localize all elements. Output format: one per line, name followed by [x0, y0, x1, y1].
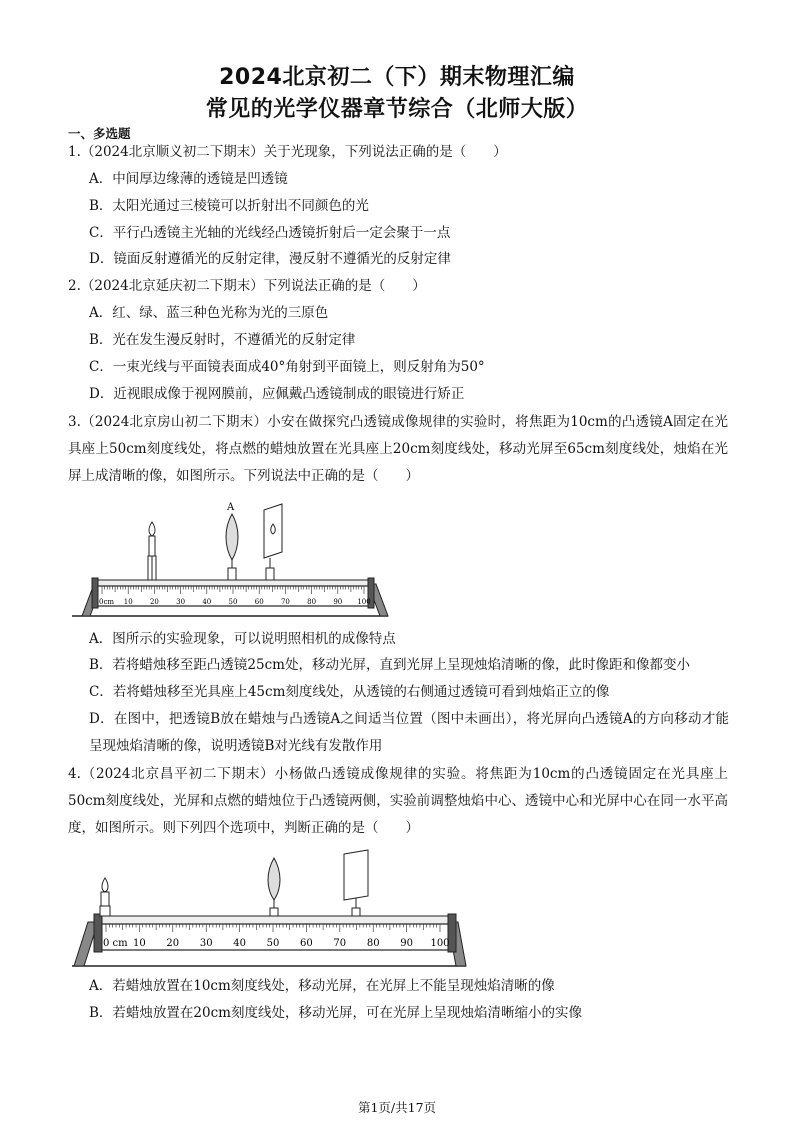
- scale-label: 40: [202, 598, 212, 606]
- lens-a-label: A: [227, 502, 235, 513]
- question-2-option-c: C．一束光线与平面镜表面成40°角射到平面镜上，则反射角为50°: [89, 359, 485, 375]
- optical-bench-figure-2: [68, 848, 468, 970]
- scale-label: 20: [149, 598, 159, 606]
- question-3-option-c: C．若将蜡烛移至光具座上45cm刻度线处，从透镜的右侧通过透镜可看到烛焰正立的像: [89, 684, 610, 700]
- scale-label: 100: [430, 938, 450, 949]
- candle: [148, 522, 156, 580]
- question-3-stem: 3.（2024北京房山初二下期末）小安在做探究凸透镜成像规律的实验时，将焦距为10cm的凸透镜A固定在光具座上50cm刻度线处，将点燃的蜡烛放置在光具座上20cm刻度线处，移动光屏至65cm刻度线处，烛焰在光屏上成清晰的像，如图所示。下列说法中正确的是（ ）: [68, 414, 728, 484]
- convex-lens-a: [226, 502, 238, 580]
- scale-label: 80: [366, 938, 380, 949]
- question-1-stem: 1.（2024北京顺义初二下期末）关于光现象，下列说法正确的是（ ）: [68, 144, 507, 160]
- scale-label: 30: [176, 598, 186, 606]
- question-1-option-b: B．太阳光通过三棱镜可以折射出不同颜色的光: [89, 198, 369, 214]
- page-title: 2024北京初二（下）期末物理汇编: [219, 65, 575, 90]
- question-1-option-a: A．中间厚边缘薄的透镜是凹透镜: [89, 171, 288, 187]
- page-subtitle: 常见的光学仪器章节综合（北师大版）: [205, 97, 589, 122]
- scale-label: 90: [333, 598, 343, 606]
- light-screen: [344, 850, 368, 916]
- section-heading: 一、多选题: [68, 126, 131, 141]
- question-1-option-d: D．镜面反射遵循光的反射定律，漫反射不遵循光的反射定律: [89, 251, 451, 267]
- scale-label: 50: [228, 598, 238, 606]
- question-2-option-a: A．红、绿、蓝三种色光称为光的三原色: [89, 305, 329, 321]
- light-screen: [264, 504, 282, 580]
- scale-label: 40: [233, 938, 246, 949]
- scale-label: 20: [166, 938, 180, 949]
- question-2-option-b: B．光在发生漫反射时，不遵循光的反射定律: [89, 332, 356, 348]
- scale-label: 60: [300, 938, 313, 949]
- scale-label: 30: [199, 938, 213, 949]
- scale-label: 70: [333, 938, 347, 949]
- scale-label: 80: [307, 598, 317, 606]
- question-3-option-a: A．图所示的实验现象，可以说明照相机的成像特点: [89, 631, 396, 647]
- candle: [100, 878, 110, 916]
- question-1-option-c: C．平行凸透镜主光轴的光线经凸透镜折射后一定会聚于一点: [89, 225, 451, 241]
- scale-label: 10: [133, 938, 146, 949]
- figure-2-scale-start-label: 0 cm: [103, 938, 128, 949]
- question-4-option-a: A．若蜡烛放置在10cm刻度线处，移动光屏，在光屏上不能呈现烛焰清晰的像: [89, 978, 555, 994]
- question-3-option-d: D．在图中，把透镜B放在蜡烛与凸透镜A之间适当位置（图中未画出），将光屏向凸透镜A的方向移动才能呈现烛焰清晰的像，说明透镜B对光线有发散作用: [89, 711, 729, 754]
- question-4-stem: 4.（2024北京昌平初二下期末）小杨做凸透镜成像规律的实验。将焦距为10cm的凸透镜固定在光具座上50cm刻度线处，光屏和点燃的蜡烛位于凸透镜两侧，实验前调整烛焰中心、透镜中心和光屏中心在同一水平高度，如图所示。则下列四个选项中，判断正确的是（ ）: [68, 766, 728, 836]
- scale-label: 50: [266, 938, 280, 949]
- question-3-option-b: B．若将蜡烛移至距凸透镜25cm处，移动光屏，直到光屏上呈现烛焰清晰的像，此时像距和像都变小: [89, 657, 690, 673]
- question-2-stem: 2.（2024北京延庆初二下期末）下列说法正确的是（ ）: [68, 278, 426, 294]
- question-4-option-b: B．若蜡烛放置在20cm刻度线处，移动光屏，可在光屏上呈现烛焰清晰缩小的实像: [89, 1005, 582, 1021]
- figure-1-scale-start-label: 0cm: [99, 598, 115, 606]
- scale-label: 10: [123, 598, 133, 606]
- page-number: 第1页/共17页: [357, 1100, 437, 1115]
- question-2-option-d: D．近视眼成像于视网膜前，应佩戴凸透镜制成的眼镜进行矫正: [89, 386, 465, 402]
- convex-lens: [268, 858, 280, 916]
- scale-label: 70: [280, 598, 290, 606]
- optical-bench-figure-1: [68, 496, 398, 626]
- scale-label: 90: [400, 938, 413, 949]
- scale-label: 60: [254, 598, 264, 606]
- scale-label: 100: [357, 598, 371, 606]
